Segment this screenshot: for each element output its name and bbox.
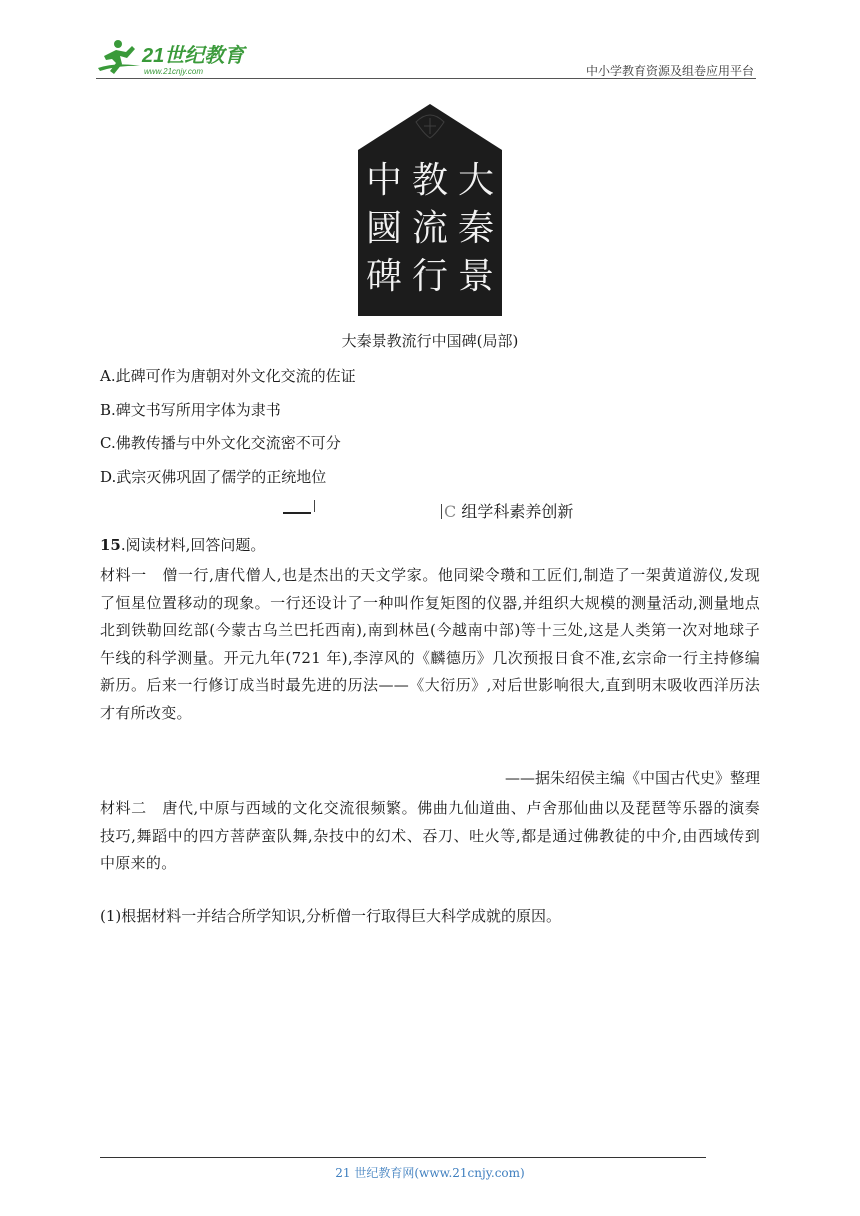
group-letter: C xyxy=(444,502,457,521)
stele-image xyxy=(358,104,502,316)
stele-char: 流 xyxy=(411,208,449,249)
question-number: 15 xyxy=(100,536,121,554)
stele-char: 景 xyxy=(457,256,495,297)
logo-url: www.21cnjy.com xyxy=(144,67,203,76)
sub-question-1: (1)根据材料一并结合所学知识,分析僧一行取得巨大科学成就的原因。 xyxy=(100,907,562,925)
stele-char: 秦 xyxy=(457,208,495,249)
stele-char: 大 xyxy=(457,160,495,201)
material-two: 材料二 唐代,中原与西域的文化交流很频繁。佛曲九仙道曲、卢舍那仙曲以及琵琶等乐器的演奏技巧,舞蹈中的四方菩萨蛮队舞,杂技中的幻术、吞刀、吐火等,都是通过佛教徒的中介,由西域传到中原来的。 xyxy=(100,799,760,872)
stele-char: 國 xyxy=(365,208,403,249)
material-one: 材料一 僧一行,唐代僧人,也是杰出的天文学家。他同梁令瓒和工匠们,制造了一架黄道游仪,发现了恒星位置移动的现象。一行还设计了一种叫作复矩图的仪器,并组织大规模的测量活动,测量地点北到铁勒回纥部(今蒙古乌兰巴托西南),南到林邑(今越南中部)等十三处,这是人类第一次对地球子午线的科学测量。开元九年(721 年),李淳风的《麟德历》几次预报日食不准,玄宗命一行主持修编新历。后来一行修订成当时最先进的历法——《大衍历》,对后世影响很大,直到明末吸收西洋历法才有所改变。 xyxy=(100,566,760,722)
figure-caption: 大秦景教流行中国碑(局部) xyxy=(341,332,519,350)
question-text: .阅读材料,回答问题。 xyxy=(120,536,266,554)
option-c: C.佛教传播与中外文化交流密不可分 xyxy=(100,434,341,452)
logo-text: 21世纪教育 xyxy=(142,45,245,67)
stele-char: 行 xyxy=(411,256,449,297)
stele-char: 中 xyxy=(365,160,403,201)
group-heading-decoration xyxy=(283,500,317,516)
option-d: D.武宗灭佛巩固了儒学的正统地位 xyxy=(100,468,327,486)
group-title-text: 组学科素养创新 xyxy=(456,502,574,521)
material-one-source: ——据朱绍侯主编《中国古代史》整理 xyxy=(504,769,760,787)
header-platform-name: 中小学教育资源及组卷应用平台 xyxy=(585,64,754,78)
footer-divider xyxy=(100,1157,706,1158)
option-a: A.此碑可作为唐朝对外文化交流的佐证 xyxy=(100,367,356,385)
stele-char: 教 xyxy=(411,160,449,201)
question-15-prompt xyxy=(100,534,265,555)
footer-link[interactable]: 21 世纪教育网(www.21cnjy.com) xyxy=(335,1166,525,1180)
header-divider xyxy=(96,78,756,79)
option-b: B.碑文书写所用字体为隶书 xyxy=(100,401,281,419)
stele-char: 碑 xyxy=(365,256,403,297)
group-heading xyxy=(441,499,573,522)
site-logo xyxy=(96,38,256,78)
